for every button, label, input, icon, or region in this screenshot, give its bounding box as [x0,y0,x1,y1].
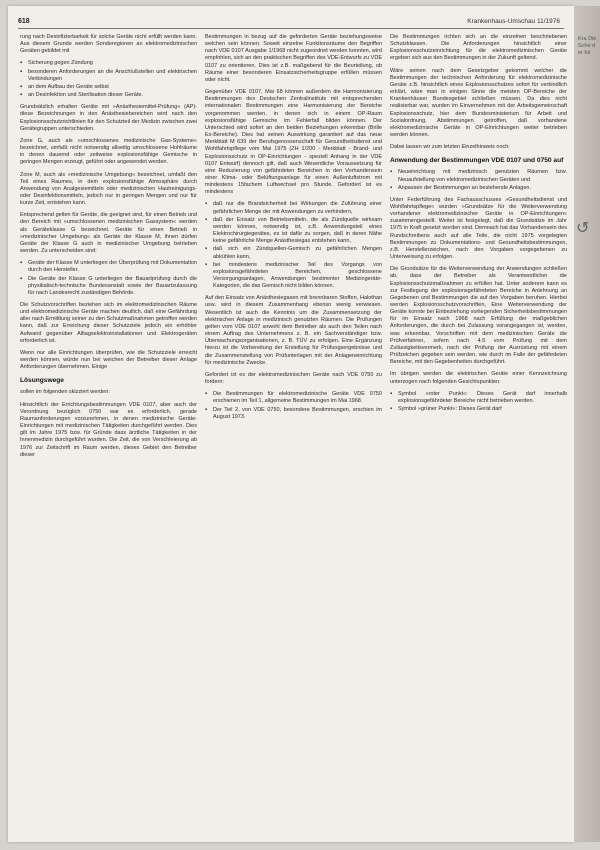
list-item: ▪ Symbol »grüner Punkt«: Dieses Gerät darf [398,406,567,413]
paragraph: Hinsichtlich der Errichtungsbestimmungen VDE 0107, aber auch der Verordnung bezüglich 0750 war es erforderlich, gerade Raumanforderungen vorzunehmen, in denen medizinische Geräte-Einrichtungen mit medizinischen Tätigkeiten durchgeführt werden. Dies gilt im Jahre 1975 bzw. für Gründe dass ärztliche Tätigkeiten in der Innenmedizin durchgeführt wurden. Die Zeit, die von Verschleierung ab 1976 zur Zeitschrift im Raum werden, dieses Gebiet den Betreiber dieser [20,401,197,458]
list-item: ▪ an Desinfektion und Sterilisation dieser Geräte. [28,92,197,99]
list-item: ▪ Symbol »roter Punkt«: Dieses Gerät darf innerhalb explosionsgefährdeter Bereiche nicht betrieben werden. [398,391,567,405]
bullet-list [205,201,382,290]
paragraph: Die Grundsätze für die Weiterverwendung der Anwendungen schließen ab, dass der Betreiber als Verantwortlicher die Explosionsschutzmaßnahmen zu erfüllen hat. Unter anderem kann es zur Festlegung der explosionsgefährdeten Bereiche in Anlehnung an Gegebenen und Bestimmungen die auf den Vorgaben beruhen. Hierbei werden Explosionsschutzvorschriften, Eine Weiterverwendung der Geräte konnte bei Einbeziehung vorliegenden Sicherheitsbestimmungen für im Einsatz nach 1968 nach Erfüllung der maßgeblichen Anforderungen, die durch bei Zulassung vorangegangen ist, werden, was erkennbar, Vorschriften mit dem medizinischen Geräte die Prüfverfahren, sofern nach 4.5 vom Prüfung mit dem Zulässigkeitsvermerk, nach der Prüfung der Ausrüstung mit einem Prüfzeichen gegeben sein werden, wie durch im Falle der gefährdeten Bereiche, mit den Gegebenheiten durchgeführt. [390,266,567,366]
paragraph: Die Schutzvorschriften beziehen sich im elektromedizinischen Räume und elektromedizinische Geräte machen deutlich, daß eine Gefährdung aller nach Ermittlung seiner zu den Schutzmaßnahmen getroffen werden kann, daß zur Erreichung dieser Schutzziele jedoch ein erhöhter Aufwand gegenüber Alltagselektroinstallationen und Elektrogeräten erforderlich ist. [20,302,197,344]
list-item: ▪ besonderen Anforderungen an die Anschlußstellen und elektrischen Verbindungen [28,69,197,83]
list-item: ▪ Anpassen der Bestimmungen an bestehende Anlagen. [398,185,567,192]
paragraph: Zone G, auch als »umschlossenes medizinische Gas-Systeme« bezeichnet, umfaßt nicht notwendig allseitig umschlossene Hohlräume in denen dauernd oder zeitweise explosionsfähige Gemische in geringen Mengen erzeugt, geführt oder angewendet werden. [20,137,197,166]
list-item: ▪ Sicherung gegen Zündung [28,60,197,67]
bullet-list [205,391,382,421]
page-number: 618 [18,18,30,25]
bullet-list [20,260,197,297]
paragraph: Entsprechend gelten für Geräte, die geeignet sind, für einen Betrieb und den Bereich mit »umschlossenen medizinischen Gassystem« werden als Geräteklasse G bezeichnet. Geräte für einen Betrieb in »medizinischer Umgebung« als Geräte der Klasse M, ihnen dürfen Geräte der Klasse G auch in medizinischer Umgebung betrieben werden. Zu unterscheiden sind: [20,212,197,255]
paragraph: Gefordert ist es der elektromedizinischen Geräte nach VDE 0750 zu fordern: [205,371,382,386]
list-item: ▪ bei mindestens medizinischer Teil des Vorgangs von explosionsgefährdeten Bereichen, geschlossene Versorgungsanlagen, Anwendungen bestimmter Medizingeräte-Kategorien, die das Gemisch nicht bilden können. [213,262,382,291]
paragraph: sollen im folgenden skizziert werden: [20,389,110,396]
paragraph: Gegenüber VDE 0107, Mai 68 können außerdem die Harmonisierung Bestimmungen des Deutschen Zentralinstituts mit entsprechenden internationalen Bestimmungen eine Harmonisierung der Bereiche vorgenommen werden, in denen sich in einem OP-Raum explosionsfähige Gemische im Fehlerfall bilden können. Der Unterschied wird sofort an den beiden Beziehungen erkennbar (Brille Ex-Bereiche). Dies hat seinen Auswirkung garantiert auf das neue Merkblatt M 639 der Berufsgenossenschaft für Gesundheitsdienst und Wohlfahrtspflege vom Mai 1975 (ZH 1/200 - Merkblatt - Brand- und Explosionsschutz in OP-Einrichtungen - speziell Anhang in der VDE 0107 Entwurf) dennoch gilt, daß auch Wesentliche Voraussetzung für eine Reduzierung von gefährdeten Bereichen in den Vorhandensein einer Klima- oder Belüftungsanlage für einen Außenluftstrom mit mindestens 15fachem Luftwechsel pro Stunde. Gefordert ist es mindestens [205,89,382,196]
column-left [20,34,197,834]
paragraph: Im übrigen werden die elektrischen Geräte einer Kennzeichnung unterzogen nach folgenden Gesichtspunkten: [390,371,567,385]
column-middle [205,34,382,834]
page-curl-icon: ↺ [576,220,590,237]
paragraph: Grundsätzlich erhalten Geräte mit »Anästhesiemittel-Prüfung« (AP)- diese Bezeichnungen in den Anästhesiebereichen wird nach den Explosionsschutzrichtlinien für den Schutzteil der Medizin zwischen zwei Gerätegruppen unterschieden. [20,104,197,132]
list-item: ▪ Die Bestimmungen für elektromedizinische Geräte VDE 0750 erschienen im Teil 1, allgemeine Bestimmungen im Mai 1968. [213,391,382,405]
paragraph: Bestimmungen in bezug auf die geforderten Geräte beziehungsweise welchen sein können. Soweit einzelne Funktionsräume den Begriffen nach VDE 0107 Ausgabe 1/1968 nicht zugeordnet werden konnten, wird empfohlen, sich an den praktischen Begriffen des VDE-Entwurfs zu VDE 0107 zu orientieren. Dies ist z.B. maßgebend für die Beurteilung, ob Räume einer besonderen Einsatzsicherheitsgruppe erfüllen müssen oder nicht. [205,34,382,83]
facing-page-edge [574,6,600,842]
document-page [8,6,574,842]
paragraph: rung nach Desinfizierbarkeit für solche Geräte nicht erfüllt werden kann. Aus diesem Grunde werden Sonderegionen an elektromedizinischen Geräten gebildet mit [20,34,197,55]
list-item: ▪ an dem Aufbau der Geräte selbst [28,84,197,91]
paragraph: Zone M, auch als »medizinische Umgebung« bezeichnet, umfaßt den Teil eines Raumes, in dem explosionsfähige Atmosphäre durch Anwendung von Analgesiemitteln oder medizinischen Hautreinigungs- oder Desinfektionsmitteln, jedoch nur in geringen Mengen und nur für kurze Zeit, entstehen kann. [20,171,197,207]
list-item: ▪ daß sich ein Zündquellen-Gemisch zu gefährlichen Mengen abkühlen kann, [213,246,382,260]
bullet-list [390,169,567,191]
list-item: ▪ Neueinrichtung mit medizinisch genutzten Räumen bzw. Neuaufstellung von elektromedizinischen Geräten und [398,169,567,183]
bullet-list [390,391,567,413]
list-item: ▪ Der Teil 2, von VDE 0750, besondere Bestimmungen, erschien im August 1973. [213,407,382,421]
paragraph: Unter Federführung des Fachausschusses »Gesundheitsdienst und Wohlfahrtspflege« wurden »Grundsätze für die Weiterverwendung vorhandener elektromedizinischer Geräte in OP-Einrichtungen« zusammengestellt. Weiter ist festgelegt, daß die Grundsätze im Jahr 1975 in Kraft gesetzt worden sind. Demnach hat das Vorhandensein des Rundschreibens auch auf alle Teile, die nicht 1975 vorgelegten Bestimmungen zu Dokumentations- und Gesundheitsbestimmungen, z.B. Herstellerzeichen, nach den Vorgaben vorgegebenen zu Unterweisung zu erfolgen. [390,196,567,261]
section-heading: Lösungswege [20,377,64,385]
bullet-list [20,60,197,99]
list-item: ▪ Die Geräte der Klasse G unterliegen der Bauartprüfung durch die physikalisch-technische Bundesanstalt sowie der Bauartzulassung für nach Landesrecht zuständigen Behörde. [28,276,197,297]
list-item: ▪ daß der Einsatz von Betriebsmitteln, die als Zündquelle wirksam werden können, notwendig ist, z.B. Anwendungsteil eines Elektrochirurgiegerätes, es ist dafür zu sorgen, daß in deren Nähe keine gefährliche Menge Anästhesiegas entstehen kann, [213,217,382,246]
paragraph: Auf den Einsatz von Anästhesiegasen mit brennbaren Stoffen, Halothan usw. wird in diesem Zusammenhang ebenso wenig verwiesen. Wesentlich ist auch die Kenntnis um die Zusammensetzung der elektrischen Anlage in medizinisch genutzten Räumen. Die Prüfungen gelten vom VDE 0107 sowohl dem Betreiber als auch den Teilen nach einem Auftrag des Unternehmens z. B. ein Sachverständiger bzw. Überwachungsorganisationen, z. B. TÜV zu erfolgen. Eine Ergänzung hierzu ist die Vorbereitung der Erstellung für Prüfungsergebnisse und die Zusammenstellung von Prüfunterlagen mit der Anlageneinrichtung für medizinische Zwecke. [205,295,382,366]
facing-page-text: Kra Die Sche der fol [578,36,598,56]
paragraph: Wenn nur alle Einrichtungen überprüfen, wie die Schutzziele erreicht werden können, würde nun bei weichen der Betreiber dieser Anlage Anforderungen übernehmen. Einige [20,349,197,371]
paragraph: Dabei lassen wir zum letzten Einzelhinweis noch: [390,144,510,151]
running-title: Krankenhaus-Umschau 11/1976 [467,18,560,25]
paragraph: Wäre seinen nach dem Gesetzgeber gekommt welcher die Bestimmungen der technischen Anforderung für elektromedizinische Geräte z.B. hinsichtlich eines Explosionsschutzes sofort für verbindlich erklärt, wäre man in einigen Sinne die meisten OP-Bereiche der Krankenhäuser Bundesgebiet schließen müssen. Da dies nicht realisierbar war, wurden im Einvernehmen mit der Arbeitsgemeinschaft Explosionsschutz, hier dem Bundesministerium für Arbeit und Sozialordnung, Abstimmungen getroffen, daß vorhandene elektromedizinische Geräte in OP-Einrichtungen weiter betrieben werden können. [390,67,567,139]
list-item: ▪ daß nur die Brandsicherheit bei Wirkungen die Zuführung einer gefährlichen Menge der mit Anwendungen zu verhindern, [213,201,382,215]
column-right [390,34,567,834]
section-heading: Anwendung der Bestimmungen VDE 0107 und 0750 auf [390,157,564,165]
list-item: ▪ Geräte der Klasse M unterliegen der Überprüfung mit Dokumentation durch den Hersteller. [28,260,197,274]
paragraph: Die Bestimmungen richten sich an die einzelnen beschriebenen Schutzklassen. Die Anforderungen hinsichtlich einer Explosionsschutzeinrichtung für die elektromedizinischen Geräte ergeben sich aus den Bestimmungen in der Zukunft geltend. [390,34,567,62]
header-rule [18,28,564,29]
